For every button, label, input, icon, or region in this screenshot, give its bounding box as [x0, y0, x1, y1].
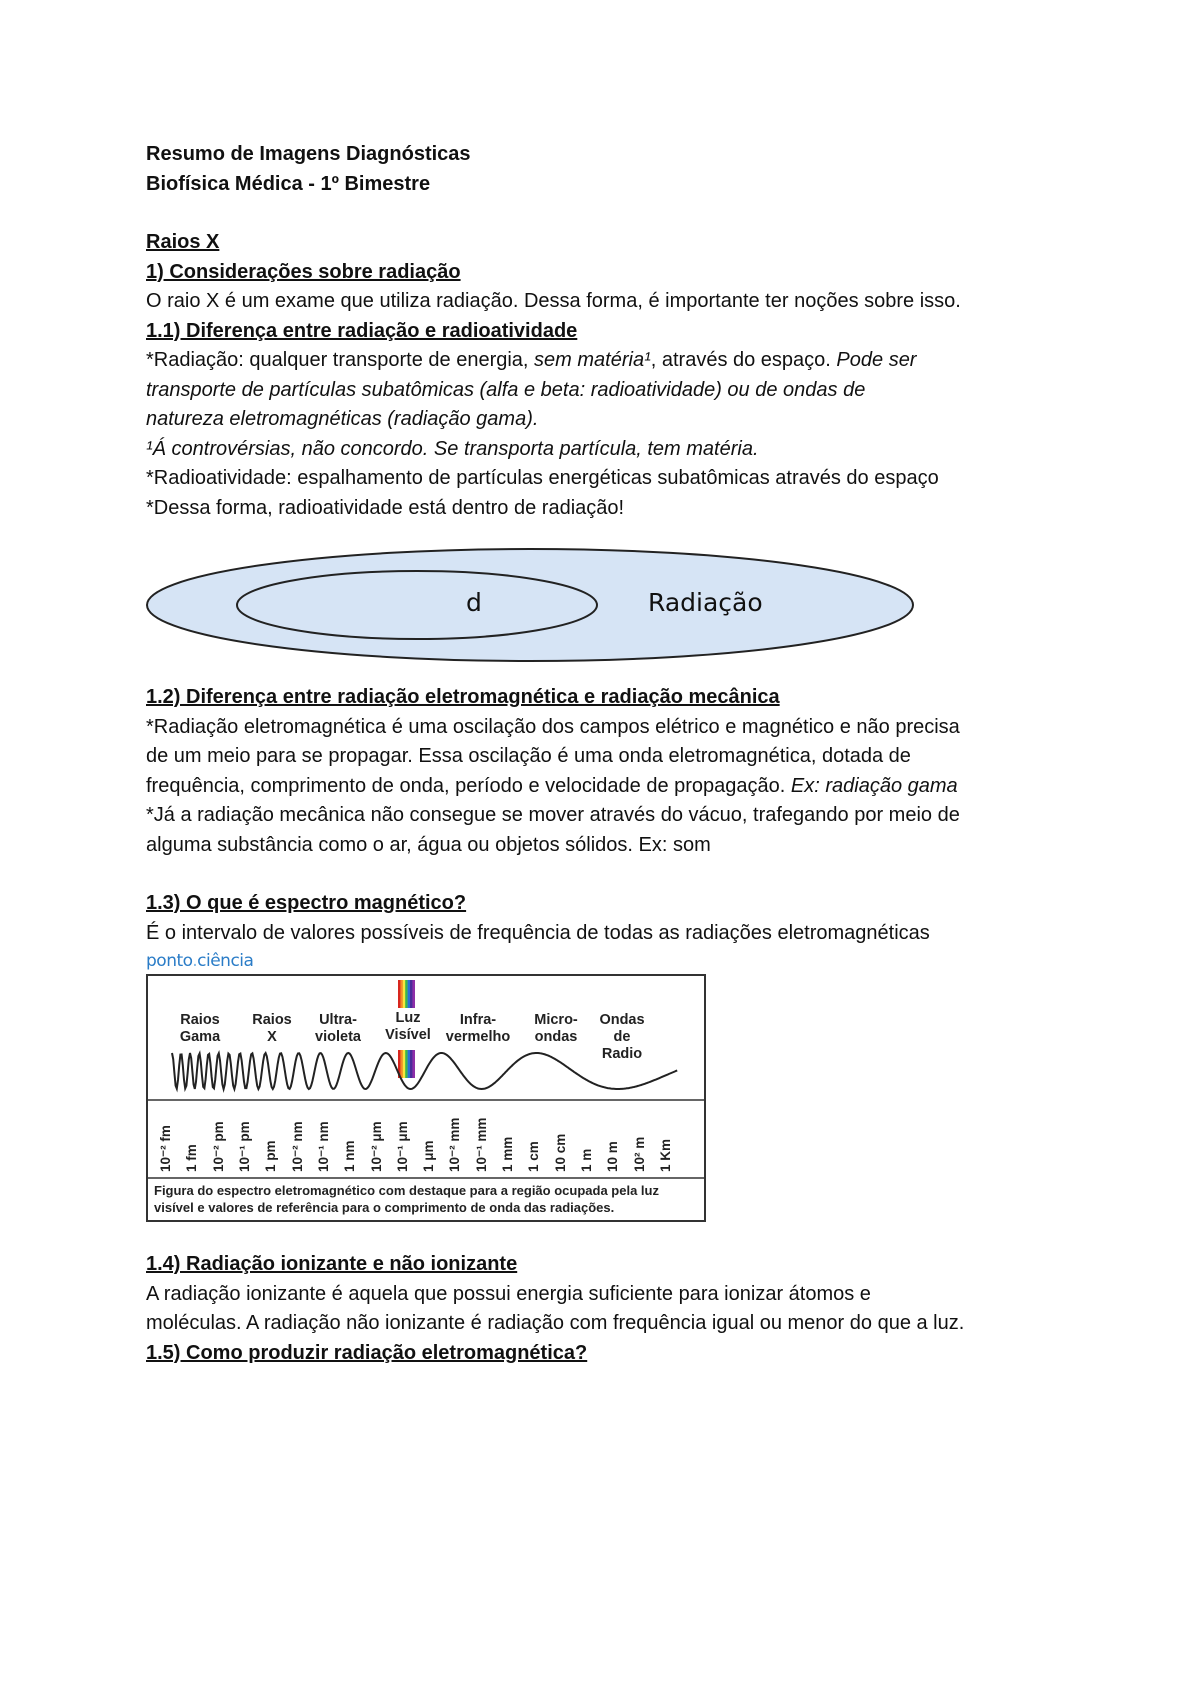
heading-1-4: 1.4) Radiação ionizante e não ionizante [146, 1253, 518, 1275]
spectrum-tick-label: 1 μm [421, 1140, 437, 1172]
paragraph-1-2-line2: de um meio para se propagar. Essa oscilação é uma onda eletromagnética, dotada de [146, 745, 911, 767]
text-run-italic: sem matéria¹ [534, 349, 651, 371]
paragraph-1: O raio X é um exame que utiliza radiação. Dessa forma, é importante ter noções sobre isso. [146, 290, 961, 312]
section-1-4 [146, 1250, 1076, 1368]
venn-diagram [146, 535, 1076, 675]
text-run-italic: Ex: radiação gama [790, 774, 958, 797]
spectrum-tick-label: 1 m [579, 1148, 595, 1172]
rainbow-swatch [412, 1050, 415, 1078]
rainbow-swatch [400, 1050, 403, 1078]
paragraph-1-1-line1 [146, 346, 1076, 376]
spectrum-tick-label: 10 cm [552, 1133, 568, 1172]
venn-svg [142, 535, 922, 675]
spectrum-tick-label: 1 fm [184, 1144, 200, 1172]
rainbow-swatch [410, 1050, 413, 1078]
spectrum-band-label: Ultra- violeta [315, 1012, 361, 1045]
venn-inner-label: d [466, 588, 482, 617]
spectrum-band-label: Raios X [252, 1012, 292, 1045]
heading-1-5: 1.5) Como produzir radiação eletromagnética? [146, 1341, 588, 1364]
paragraph-conclusion: *Dessa forma, radioatividade está dentro de radiação! [146, 496, 625, 519]
spectrum-tick-label: 10⁻² pm [210, 1121, 226, 1172]
spectrum-tick-label: 10⁻¹ nm [315, 1121, 331, 1172]
spectrum-band-label: Raios Gama [179, 1012, 221, 1045]
spectrum-figure [146, 950, 706, 1222]
spectrum-tick-label: 1 cm [526, 1141, 542, 1172]
section-title: Raios X [146, 231, 220, 253]
paragraph-1-4-line1: A radiação ionizante é aquela que possui energia suficiente para ionizar átomos e [146, 1282, 871, 1305]
document-page [146, 140, 1076, 1368]
rainbow-swatch [405, 1050, 408, 1078]
rainbow-swatch [405, 980, 408, 1008]
heading-1-3: 1.3) O que é espectro magnético? [146, 892, 467, 914]
spectrum-tick-label: 1 nm [342, 1140, 358, 1172]
spectrum-band-label: Micro- ondas [534, 1012, 578, 1045]
brand-text: ciência [197, 951, 254, 971]
rainbow-swatch [408, 1050, 411, 1078]
text-run: , através do espaço. [650, 349, 837, 371]
brand-dot: . [192, 951, 198, 971]
spectrum-tick-label: 10 m [605, 1141, 621, 1172]
document-title: Resumo de Imagens Diagnósticas [146, 143, 471, 165]
spacer [146, 860, 1076, 889]
spectrum-band-label: Infra- vermelho [445, 1012, 511, 1045]
spectrum-tick-label: 10⁻² mm [447, 1117, 463, 1172]
spectrum-caption: Figura do espectro eletromagnético com destaque para a região ocupada pela luz visível e valores de referência para o comprimento de onda das radiações. [154, 1183, 659, 1215]
brand-logo [146, 950, 706, 974]
rainbow-swatch [408, 980, 411, 1008]
paragraph-1-1-line2: transporte de partículas subatômicas (alfa e beta: radioatividade) ou de ondas de [146, 378, 866, 401]
spectrum-box [146, 974, 706, 1222]
paragraph-1-2-line1: *Radiação eletromagnética é uma oscilação dos campos elétrico e magnético e não precisa [146, 715, 960, 738]
brand-text: ponto [146, 951, 193, 971]
spectrum-tick-label: 1 pm [263, 1140, 279, 1172]
spectrum-band-label: Ondas de Radio [599, 1012, 645, 1062]
text-run: *Radiação: qualquer transporte de energia, [146, 349, 535, 371]
spectrum-tick-label: 10⁻¹ μm [394, 1121, 410, 1172]
heading-1: 1) Considerações sobre radiação [146, 260, 461, 283]
rainbow-swatch [403, 1050, 406, 1078]
heading-1-2: 1.2) Diferença entre radiação eletromagnética e radiação mecânica [146, 686, 780, 708]
text-run-italic: Pode ser [836, 349, 917, 371]
rainbow-swatch [410, 980, 413, 1008]
paragraph-1-2-line5: alguma substância como o ar, água ou objetos sólidos. Ex: som [146, 833, 711, 856]
footnote: ¹Á controvérsias, não concordo. Se transporta partícula, tem matéria. [146, 437, 759, 460]
rainbow-swatch [412, 980, 415, 1008]
spacer [146, 199, 1076, 228]
rainbow-swatch [400, 980, 403, 1008]
paragraph-radioatividade: *Radioatividade: espalhamento de partículas energéticas subatômicas através do espaço [146, 467, 939, 489]
document-subtitle: Biofísica Médica - 1º Bimestre [146, 172, 431, 195]
rainbow-swatch [403, 980, 406, 1008]
paragraph-1-1-line3: natureza eletromagnéticas (radiação gama). [146, 408, 539, 430]
spectrum-tick-label: 1 mm [500, 1136, 516, 1172]
spectrum-tick-label: 10² m [631, 1136, 647, 1172]
text-run: frequência, comprimento de onda, período e velocidade de propagação. [146, 774, 791, 797]
paragraph-1-2-line3 [146, 772, 1076, 802]
paragraph-1-2-line4: *Já a radiação mecânica não consegue se mover através do vácuo, trafegando por meio de [146, 804, 960, 826]
spectrum-tick-label: 10⁻² nm [289, 1121, 305, 1172]
heading-1-1: 1.1) Diferença entre radiação e radioatividade [146, 319, 578, 342]
spectrum-tick-label: 10⁻¹ pm [236, 1121, 252, 1172]
spectrum-tick-label: 10⁻² μm [368, 1121, 384, 1172]
spectrum-band-label: Luz Visível [385, 1010, 431, 1043]
spectrum-tick-label: 1 Km [658, 1138, 673, 1172]
paragraph-1-4-line2: moléculas. A radiação não ionizante é radiação com frequência igual ou menor do que a luz. [146, 1312, 965, 1334]
venn-inner-ellipse [237, 571, 597, 639]
venn-outer-label: Radiação [648, 588, 763, 617]
paragraph-1-3: É o intervalo de valores possíveis de frequência de todas as radiações eletromagnéticas [146, 921, 930, 944]
spectrum-tick-label: 10⁻¹ mm [473, 1117, 489, 1172]
rainbow-swatch [398, 980, 401, 1008]
spectrum-tick-label: 10⁻² fm [158, 1125, 173, 1172]
